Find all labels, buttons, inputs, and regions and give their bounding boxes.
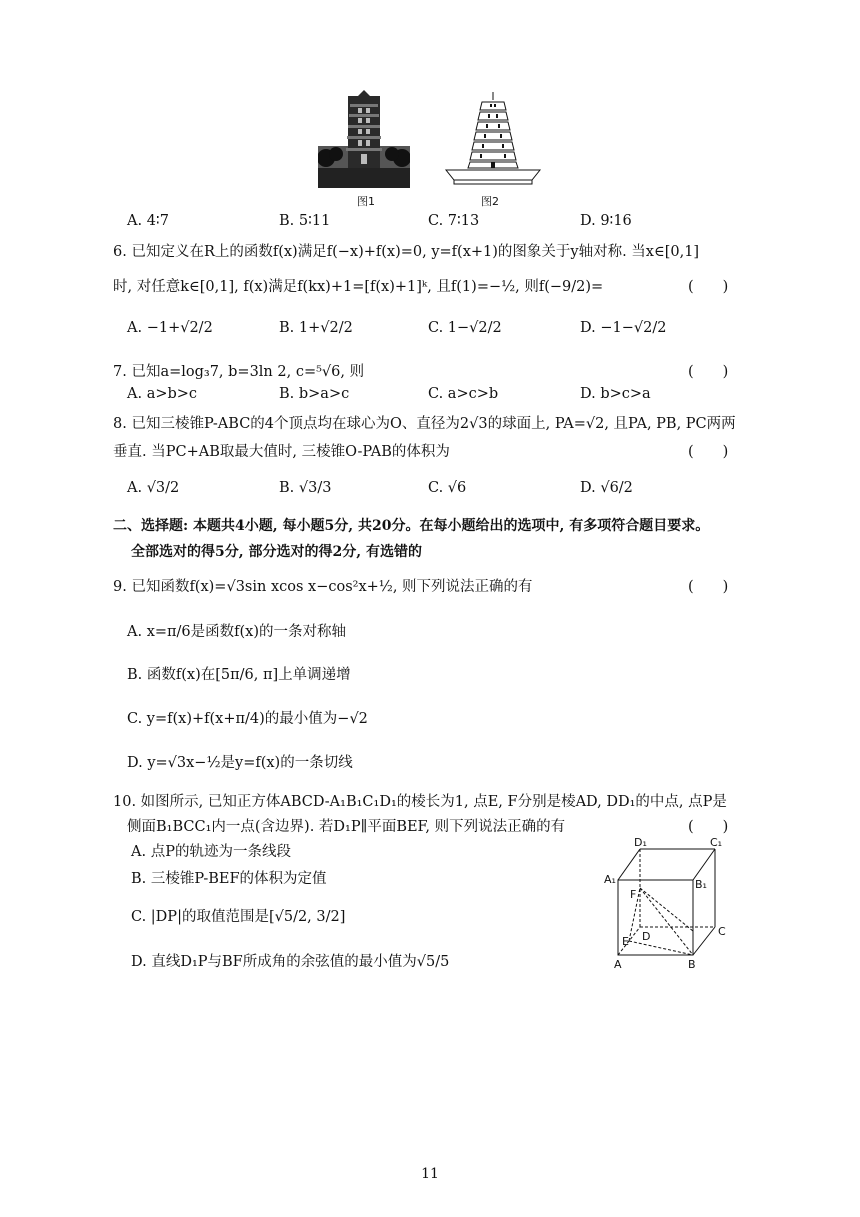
q10-option-a: A. 点P的轨迹为一条线段 (131, 844, 291, 860)
cube-label-b: B (688, 958, 696, 971)
q10-option-b: B. 三棱锥P-BEF的体积为定值 (131, 871, 327, 887)
q10-answer-bracket: ( ) (688, 819, 729, 835)
q6-stem-line2: 时, 对任意k∈[0,1], f(x)满足f(kx)+1=[f(x)+1]ᵏ, 且f(1)=−½, 则f(−9/2)= (113, 279, 604, 295)
pagoda-drawing-figure (438, 88, 548, 188)
cube-label-e: E (622, 935, 629, 948)
cube-label-f: F (630, 888, 637, 901)
q6-option-b: B. 1+√2/2 (279, 320, 353, 336)
q6-stem-line1: 6. 已知定义在R上的函数f(x)满足f(−x)+f(x)=0, y=f(x+1)的图象关于y轴对称. 当x∈[0,1] (113, 244, 700, 260)
figure-2-caption: 图2 (481, 195, 499, 208)
q8-stem-line1: 8. 已知三棱锥P-ABC的4个顶点均在球心为O、直径为2√3的球面上, PA=√2, 且PA, PB, PC两两 (113, 416, 736, 432)
q7-option-c: C. a>c>b (428, 386, 499, 402)
section2-heading-line1: 二、选择题: 本题共4小题, 每小题5分, 共20分。在每小题给出的选项中, 有多项符合题目要求。 (113, 518, 710, 534)
q6-option-d: D. −1−√2/2 (580, 320, 667, 336)
q6-option-a: A. −1+√2/2 (127, 320, 213, 336)
q5-option-c: C. 7∶13 (428, 213, 480, 229)
q5-option-b: B. 5∶11 (279, 213, 331, 229)
cube-label-c1: C₁ (710, 836, 723, 849)
q8-answer-bracket: ( ) (688, 444, 729, 460)
q6-answer-bracket: ( ) (688, 279, 729, 295)
q8-option-d: D. √6/2 (580, 480, 633, 496)
q6-option-c: C. 1−√2/2 (428, 320, 502, 336)
q9-option-d: D. y=√3x−½是y=f(x)的一条切线 (127, 755, 353, 771)
cube-label-c: C (718, 925, 726, 938)
cube-label-a1: A₁ (604, 873, 616, 886)
q7-option-a: A. a>b>c (127, 386, 198, 402)
q9-option-a: A. x=π/6是函数f(x)的一条对称轴 (127, 624, 347, 640)
q9-option-b: B. 函数f(x)在[5π/6, π]上单调递增 (127, 667, 351, 683)
q7-stem: 7. 已知a=log₃7, b=3ln 2, c=⁵√6, 则 (113, 364, 365, 380)
q10-stem-line2: 侧面B₁BCC₁内一点(含边界). 若D₁P∥平面BEF, 则下列说法正确的有 (127, 819, 566, 835)
q7-answer-bracket: ( ) (688, 364, 729, 380)
cube-label-d1: D₁ (634, 836, 647, 849)
q10-option-d: D. 直线D₁P与BF所成角的余弦值的最小值为√5/5 (131, 954, 450, 970)
cube-diagram (600, 835, 740, 975)
q9-answer-bracket: ( ) (688, 579, 729, 595)
page-number: 11 (421, 1166, 439, 1182)
q8-option-c: C. √6 (428, 480, 467, 496)
q7-option-b: B. b>a>c (279, 386, 350, 402)
q8-stem-line2: 垂直. 当PC+AB取最大值时, 三棱锥O-PAB的体积为 (113, 444, 450, 460)
q8-option-b: B. √3/3 (279, 480, 332, 496)
q9-option-c: C. y=f(x)+f(x+π/4)的最小值为−√2 (127, 711, 368, 727)
cube-label-d: D (642, 930, 651, 943)
q10-option-c: C. |DP|的取值范围是[√5/2, 3/2] (131, 909, 346, 925)
section2-heading-line2: 全部选对的得5分, 部分选对的得2分, 有选错的 (131, 544, 422, 560)
q7-option-d: D. b>c>a (580, 386, 651, 402)
q10-stem-line1: 10. 如图所示, 已知正方体ABCD-A₁B₁C₁D₁的棱长为1, 点E, F分别是棱AD, DD₁的中点, 点P是 (113, 794, 727, 810)
q5-option-d: D. 9∶16 (580, 213, 632, 229)
q5-option-a: A. 4∶7 (127, 213, 169, 229)
figure-1-caption: 图1 (357, 195, 375, 208)
pagoda-photo-figure (318, 88, 410, 188)
cube-label-b1: B₁ (695, 878, 707, 891)
q9-stem: 9. 已知函数f(x)=√3sin xcos x−cos²x+½, 则下列说法正确的有 (113, 579, 533, 595)
q8-option-a: A. √3/2 (127, 480, 180, 496)
cube-label-a: A (614, 958, 622, 971)
